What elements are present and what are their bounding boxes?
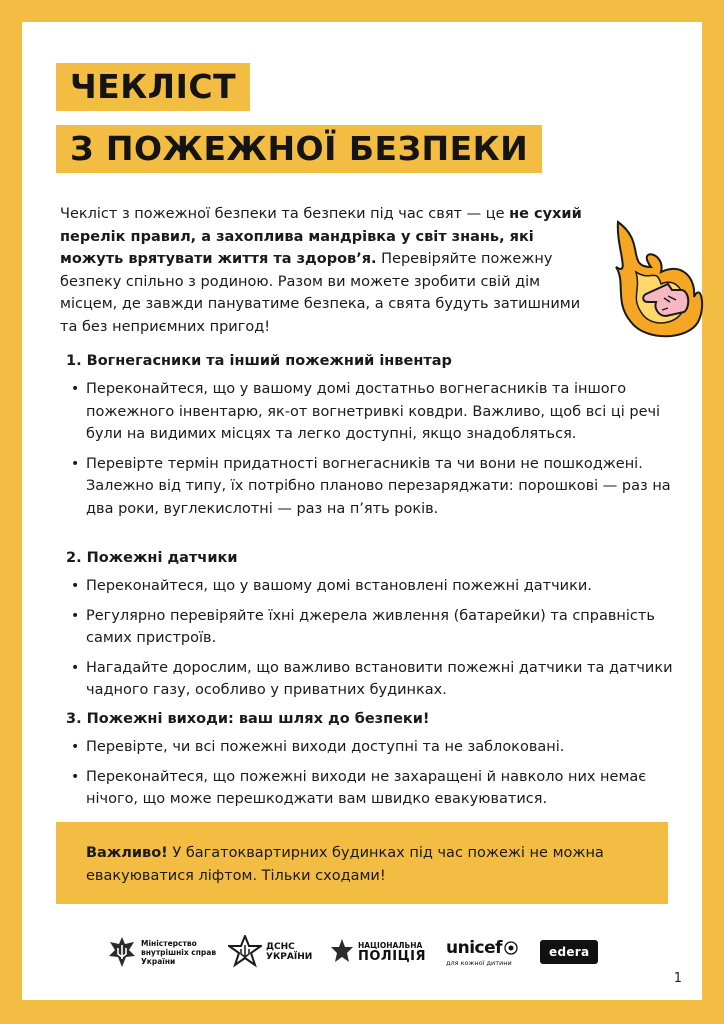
bullet-icon: • (71, 607, 80, 624)
list-item-text: Переконайтеся, що у вашому домі встановлені пожежні датчики. (86, 578, 592, 594)
unicef-wordmark (446, 938, 518, 958)
section-2-list (66, 575, 686, 702)
flaming-hand-icon (606, 212, 706, 342)
police-text (358, 941, 426, 964)
title-line-2: З ПОЖЕЖНОЇ БЕЗПЕКИ (56, 125, 542, 173)
title-line-1: ЧЕКЛІСТ (56, 63, 250, 111)
list-item (66, 766, 686, 811)
list-item-text: Переконайтеся, що у вашому домі достатньо вогнегасників та іншого пожежного інвентарю, як-от вогнетривкі ковдри. Важливо, щоб всі ці речі були на видимих місцях та легко доступні, якщо знадобляться. (86, 381, 661, 442)
bullet-icon: • (71, 578, 80, 594)
dsns-logo (228, 932, 312, 972)
police-line2: ПОЛІЦІЯ (358, 948, 426, 964)
bullet-icon: • (71, 659, 80, 676)
list-item-text: Переконайтеся, що пожежні виходи не захаращені й навколо них немає нічого, що може перешкоджати вам швидко евакуюватися. (86, 768, 647, 807)
bullet-icon: • (71, 768, 80, 785)
bullet-icon: • (71, 381, 80, 397)
page-number: 1 (673, 971, 682, 986)
list-item (66, 657, 686, 702)
bullet-icon: • (71, 455, 80, 472)
section-1-heading: 1. Вогнегасники та інший пожежний інвентар (66, 353, 452, 369)
list-item-text: Нагадайте дорослим, що важливо встановити пожежні датчики та датчики чадного газу, особливо у приватних будинках. (86, 659, 673, 698)
bullet-icon: • (71, 739, 80, 755)
police-logo (330, 932, 426, 972)
section-1 (66, 350, 686, 527)
police-line1: НАЦІОНАЛЬНА (358, 940, 423, 950)
list-item (66, 605, 686, 650)
list-item-text: Перевірте термін придатності вогнегасників та чи вони не пошкоджені. Залежно від типу, їх потрібно планово перезаряджати: порошкові — раз на два роки, вуглекислотні — раз на п’ять років. (86, 455, 671, 517)
important-note (56, 822, 668, 904)
list-item-text: Перевірте, чи всі пожежні виходи доступні та не заблоковані. (86, 739, 565, 755)
intro-text-1: Чекліст з пожежної безпеки та безпеки під час свят — це (60, 206, 510, 222)
section-1-list (66, 378, 686, 520)
note-body: У багатоквартирних будинках під час пожежі не можна евакуюватися ліфтом. Тільки сходами! (86, 845, 604, 884)
dsns-star-emblem-icon (228, 935, 262, 969)
dsns-line1: ДСНС (266, 942, 295, 952)
unicef-logo (446, 932, 518, 972)
dsns-text (266, 942, 312, 962)
page (22, 22, 702, 1000)
edera-text: edera (540, 940, 598, 964)
note-text (86, 842, 656, 887)
partner-logos (22, 932, 702, 982)
unicef-text: unicef (446, 937, 503, 958)
mvs-logo-text: Міністерство внутрішніх справ України (141, 938, 217, 966)
intro-bold-text: не сухий перелік правил, а захоплива мандрівка у світ знань, які можуть врятувати життя та здоров’я. (60, 206, 582, 267)
note-bold: Важливо! (86, 845, 168, 861)
list-item (66, 378, 686, 446)
intro-text-2: Перевіряйте пожежну безпеку спільно з родиною. Разом ви можете зробити свій дім місцем, де завжди пануватиме безпека, а свята будуть затишними та без неприємних пригод! (60, 251, 581, 335)
section-2-heading: 2. Пожежні датчики (66, 550, 238, 566)
section-3-heading: 3. Пожежні виходи: ваш шлях до безпеки! (66, 711, 430, 727)
list-item (66, 453, 686, 521)
edera-logo (540, 932, 598, 972)
list-item-text: Регулярно перевіряйте їхні джерела живлення (батарейки) та справність самих пристроїв. (86, 607, 655, 646)
list-item (66, 575, 686, 598)
dsns-line2: УКРАЇНИ (266, 952, 313, 962)
mvs-logo (108, 932, 223, 972)
trident-emblem-icon (108, 936, 136, 968)
police-star-emblem-icon (330, 938, 354, 966)
list-item (66, 736, 686, 759)
section-3 (66, 708, 686, 818)
intro-paragraph (60, 203, 600, 338)
section-3-list (66, 736, 686, 811)
unicef-subtitle: для кожної дитини (446, 958, 512, 967)
section-2 (66, 547, 686, 709)
unicef-globe-icon (504, 941, 518, 955)
